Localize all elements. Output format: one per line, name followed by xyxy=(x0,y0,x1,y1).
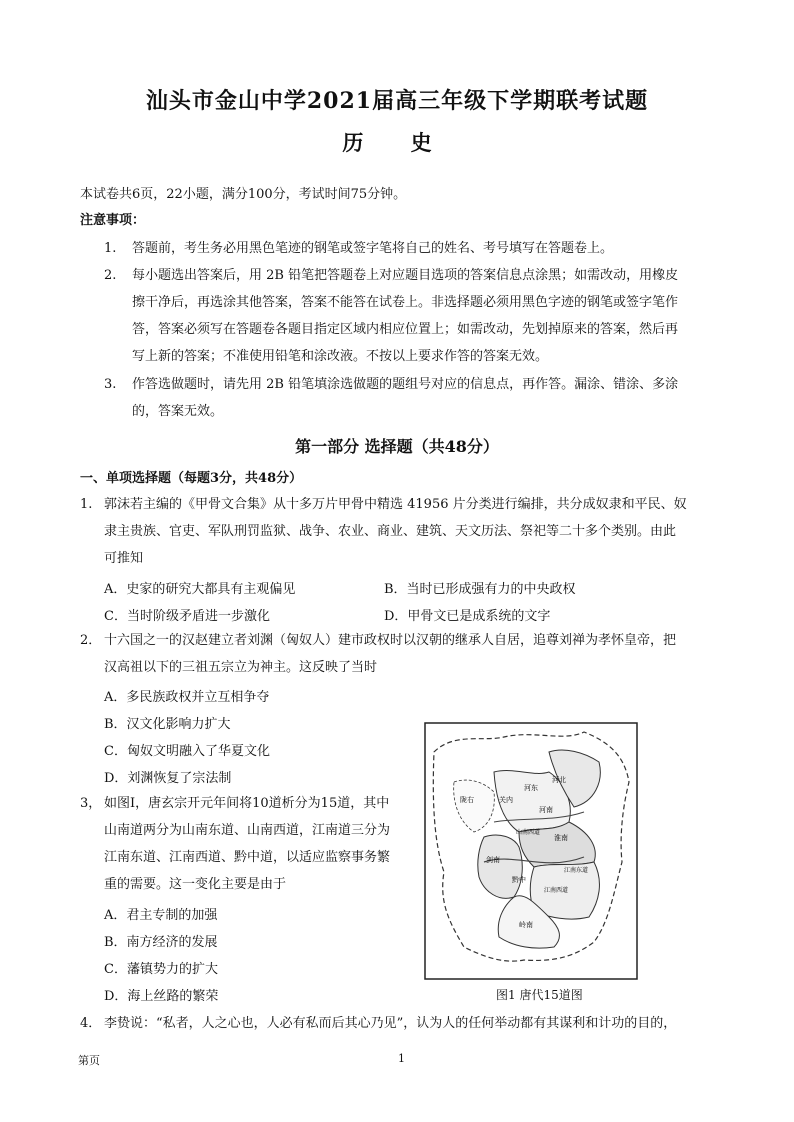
question-stem: 江南东道、江南西道、黔中道，以适应监察事务繁 xyxy=(104,850,391,865)
question-num: 4． xyxy=(80,1016,102,1031)
map-label: 岭南 xyxy=(519,921,533,929)
notice-line: 擦干净后，再选涂其他答案，答案不能答在试卷上。非选择题必须用黑色字迹的钢笔或签字笔作 xyxy=(132,295,679,310)
question-stem: 十六国之一的汉赵建立者刘渊（匈奴人）建市政权时以汉朝的继承人自居，追尊刘禅为孝怀皇帝，把 xyxy=(104,633,677,648)
option-d: D．海上丝路的繁荣 xyxy=(104,989,219,1004)
notice-line: 作答选做题时，请先用 2B 铅笔填涂选做题的题组号对应的信息点，再作答。漏涂、错涂、多涂 xyxy=(132,377,679,392)
option-c: C．匈奴文明融入了华夏文化 xyxy=(104,744,270,759)
tang-dynasty-map xyxy=(424,722,638,980)
notice-num: 2. xyxy=(104,268,117,283)
map-label: 淮南 xyxy=(554,834,568,842)
notice-line: 答题前，考生务必用黑色笔迹的钢笔或签字笔将自己的姓名、考号填写在答题卷上。 xyxy=(132,241,614,256)
question-stem: 重的需要。这一变化主要是由于 xyxy=(104,877,287,892)
footer-left: 第页 xyxy=(78,1054,100,1067)
question-stem: 隶主贵族、官吏、军队刑罚监狱、战争、农业、商业、建筑、天文历法、祭祀等二十多个类别。由此 xyxy=(104,524,677,539)
subsection-heading: 一、单项选择题（每题3分，共48分） xyxy=(80,471,303,486)
notice-line: 的，答案无效。 xyxy=(132,404,224,419)
question-stem: 汉高祖以下的三祖五宗立为神主。这反映了当时 xyxy=(104,660,378,675)
option-b: B．汉文化影响力扩大 xyxy=(104,717,231,732)
option-a: A．史家的研究大都具有主观偏见 xyxy=(104,582,296,597)
option-a: A．君主专制的加强 xyxy=(104,908,218,923)
notice-num: 3. xyxy=(104,377,117,392)
notice-line: 写上新的答案；不准使用铅笔和涂改液。不按以上要求作答的答案无效。 xyxy=(132,349,549,364)
map-label: 陇右 xyxy=(460,796,474,804)
map-label: 江南东道 xyxy=(564,867,589,874)
exam-title: 汕头市金山中学2021届高三年级下学期联考试题 xyxy=(145,88,649,114)
subject-title: 历 史 xyxy=(342,130,452,155)
question-num: 1. xyxy=(80,497,93,512)
map-label: 河北 xyxy=(552,776,566,784)
notice-line: 答，答案必须写在答题卷各题目指定区域内相应位置上；如需改动，先划掉原来的答案，然后再 xyxy=(132,322,679,337)
notice-line: 每小题选出答案后，用 2B 铅笔把答题卷上对应题目选项的答案信息点涂黑；如需改动，用橡皮 xyxy=(132,268,679,283)
map-label: 河南 xyxy=(539,806,553,814)
option-a: A．多民族政权并立互相争夺 xyxy=(104,690,270,705)
question-num: 2． xyxy=(80,633,102,648)
option-b: B．当时已形成强有力的中央政权 xyxy=(384,582,576,597)
page-number: 1 xyxy=(398,1052,405,1065)
question-stem: 山南道两分为山南东道、山南西道，江南道三分为 xyxy=(104,823,391,838)
intro-text: 本试卷共6页，22小题，满分100分，考试时间75分钟。 xyxy=(80,187,407,202)
option-d: D．甲骨文已是成系统的文字 xyxy=(384,609,551,624)
option-b: B．南方经济的发展 xyxy=(104,935,218,950)
question-num: 3， xyxy=(80,796,102,811)
question-stem: 如图Ⅰ，唐玄宗开元年间将10道析分为15道，其中 xyxy=(104,796,390,811)
question-stem: 李贽说：“私者，人之心也，人必有私而后其心乃见”，认为人的任何举动都有其谋利和计功的目的， xyxy=(104,1016,677,1031)
question-stem: 可推知 xyxy=(104,551,144,566)
option-d: D．刘渊恢复了宗法制 xyxy=(104,771,232,786)
section-heading: 第一部分 选择题（共48分） xyxy=(295,437,499,456)
option-c: C．当时阶级矛盾进一步激化 xyxy=(104,609,270,624)
map-label: 黔中 xyxy=(512,876,526,884)
notice-num: 1. xyxy=(104,241,117,256)
map-label: 剑南 xyxy=(486,856,500,864)
option-c: C．藩镇势力的扩大 xyxy=(104,962,218,977)
question-stem: 郭沫若主编的《甲骨文合集》从十多万片甲骨中精选 41956 片分类进行编排，共分成奴隶和平民、奴 xyxy=(104,497,687,512)
map-label: 关内 xyxy=(499,796,513,804)
map-label: 山南西道 xyxy=(516,829,541,836)
map-label: 江南西道 xyxy=(544,887,569,894)
figure-caption: 图1 唐代15道图 xyxy=(496,988,583,1002)
notice-heading: 注意事项： xyxy=(80,213,146,228)
map-label: 河东 xyxy=(524,784,538,792)
